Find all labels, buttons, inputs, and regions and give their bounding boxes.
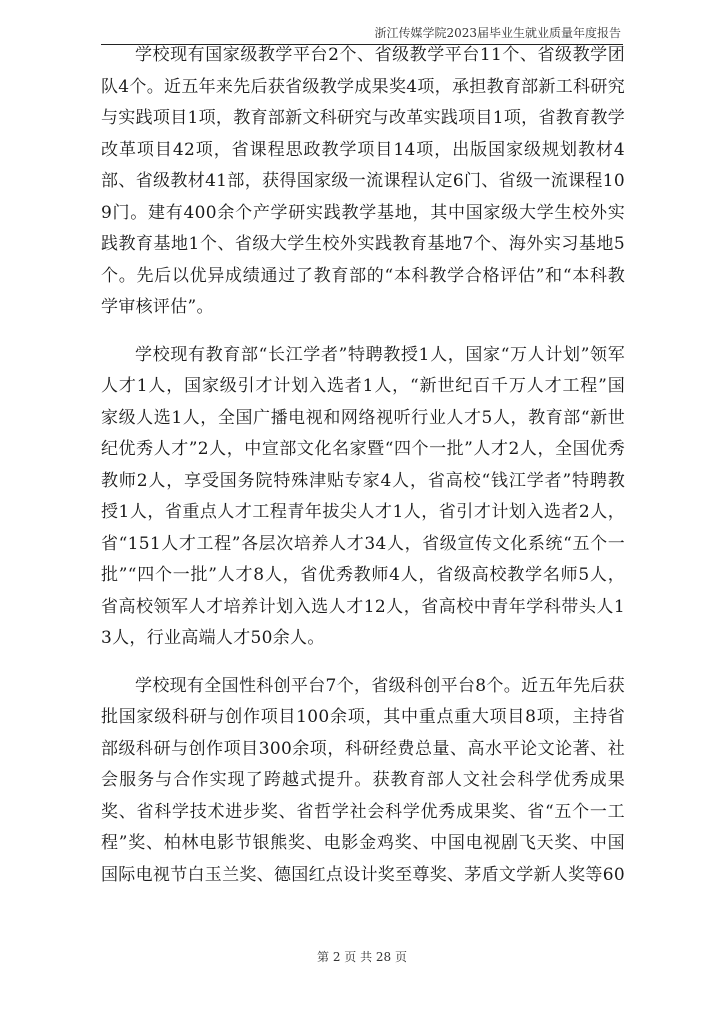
paragraph-faculty-talent: 学校现有教育部“长江学者”特聘教授1人，国家“万人计划”领军人才1人，国家级引才计划入选者1人，“新世纪百千万人才工程”国家级人选1人，全国广播电视和网络视听行业人才5人，教育部“新世纪优秀人才”2人，中宣部文化名家暨“四个一批”人才2人，全国优秀教师2人，享受国务院特殊津贴专家4人，省高校“钱江学者”特聘教授1人，省重点人才工程青年拔尖人才1人，省引才计划入选者2人，省“151人才工程”各层次培养人才34人，省级宣传文化系统“五个一批”“四个一批”人才8人，省优秀教师4人，省级高校教学名师5人，省高校领军人才培养计划入选人才12人，省高校中青年学科带头人13人，行业高端人才50余人。 [101, 344, 625, 648]
paragraph-teaching-platforms: 学校现有国家级教学平台2个、省级教学平台11个、省级教学团队4个。近五年来先后获省级教学成果奖4项，承担教育部新工科研究与实践项目1项，教育部新文科研究与改革实践项目1项，省教育教学改革项目42项，省课程思政教学项目14项，出版国家级规划教材4部、省级教材41部，获得国家级一流课程认定6门、省级一流课程109门。建有400余个产学研实践教学基地，其中国家级大学生校外实践教育基地1个、省级大学生校外实践教育基地7个、海外实习基地5个。先后以优异成绩通过了教育部的“本科教学合格评估”和“本科教学审核评估”。 [101, 45, 625, 317]
page-footer [0, 948, 724, 965]
paragraph-research-platforms: 学校现有全国性科创平台7个，省级科创平台8个。近五年先后获批国家级科研与创作项目100余项，其中重点重大项目8项，主持省部级科研与创作项目300余项，科研经费总量、高水平论文论著、社会服务与合作实现了跨越式提升。获教育部人文社会科学优秀成果奖、省科学技术进步奖、省哲学社会科学优秀成果奖、省“五个一工程”奖、柏林电影节银熊奖、电影金鸡奖、中国电视剧飞天奖、中国国际电视节白玉兰奖、德国红点设计奖至尊奖、茅盾文学新人奖等60 [101, 675, 625, 885]
header-title: 浙江传媒学院2023届毕业生就业质量年度报告 [374, 26, 621, 40]
page-number: 第 2 页 共 28 页 [317, 950, 407, 964]
document-body [101, 40, 625, 907]
